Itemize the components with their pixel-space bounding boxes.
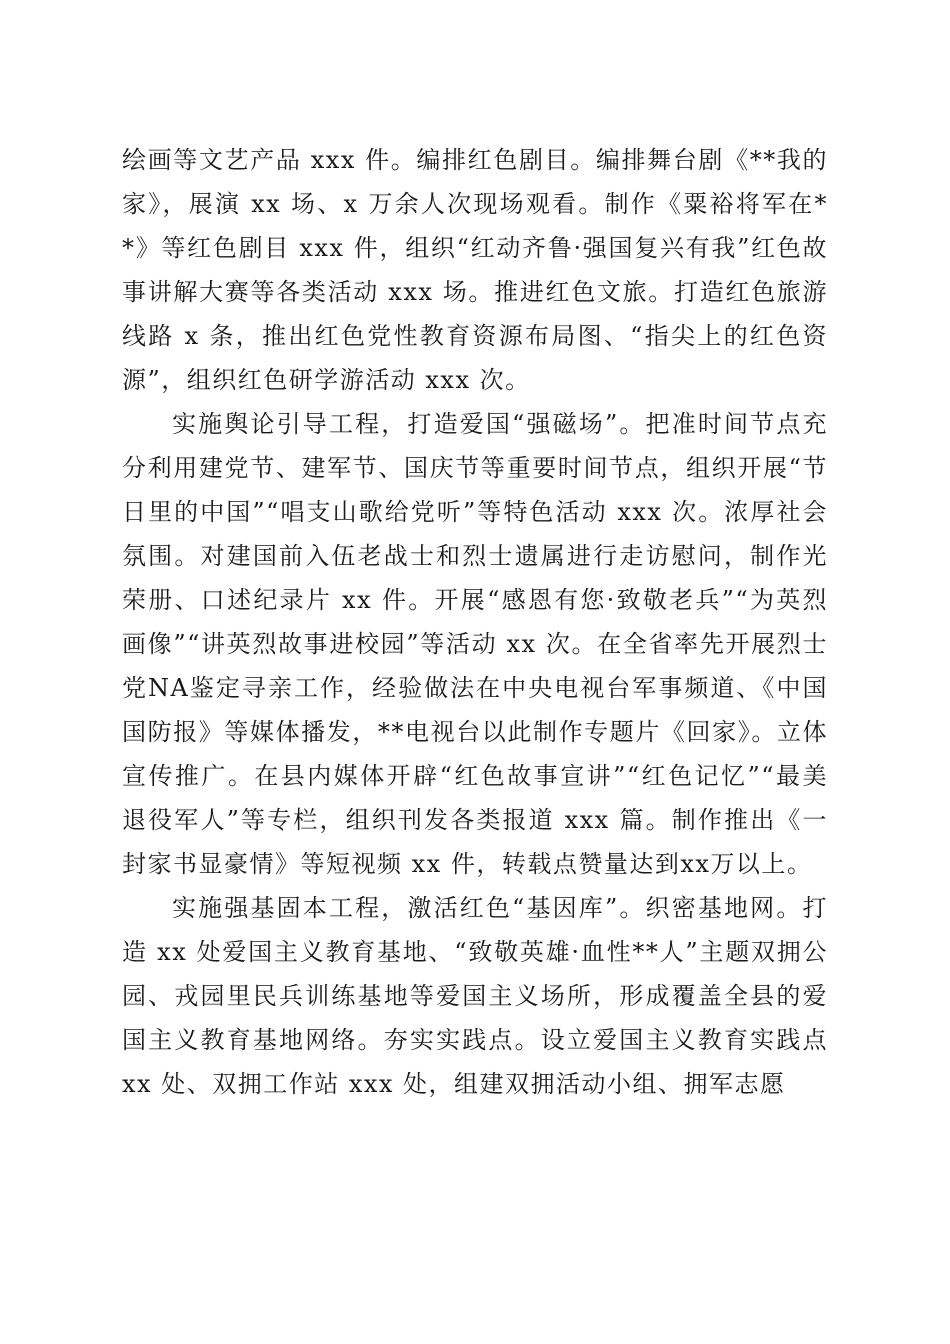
document-body bbox=[122, 138, 828, 1106]
paragraph-2: 实施舆论引导工程，打造爱国“强磁场”。把准时间节点充分利用建党节、建军节、国庆节等重要时间节点，组织开展“节日里的中国”“唱支山歌给党听”等特色活动 xxx 次。浓厚社会氛围。对建国前入伍老战士和烈士遗属进行走访慰问，制作光荣册、口述纪录片 xx 件。开展“感恩有您·致敬老兵”“为英烈画像”“讲英烈故事进校园”等活动 xx 次。在全省率先开展烈士党NA鉴定寻亲工作，经验做法在中央电视台军事频道、《中国国防报》等媒体播发，**电视台以此制作专题片《回家》。立体宣传推广。在县内媒体开辟“红色故事宣讲”“红色记忆”“最美退役军人”等专栏，组织刊发各类报道 xxx 篇。制作推出《一封家书显豪情》等短视频 xx 件，转载点赞量达到xx万以上。 bbox=[122, 410, 828, 878]
paragraph-3: 实施强基固本工程，激活红色“基因库”。织密基地网。打造 xx 处爱国主义教育基地、“致敬英雄·血性**人”主题双拥公园、戎园里民兵训练基地等爱国主义场所，形成覆盖全县的爱国主义教育基地网络。夯实实践点。设立爱国主义教育实践点 xx 处、双拥工作站 xxx 处，组建双拥活动小组、拥军志愿 bbox=[122, 894, 828, 1098]
paragraph-1: 绘画等文艺产品 xxx 件。编排红色剧目。编排舞台剧《**我的家》，展演 xx 场、x 万余人次现场观看。制作《粟裕将军在**》等红色剧目 xxx 件，组织“红动齐鲁·强国复兴有我”红色故事讲解大赛等各类活动 xxx 场。推进红色文旅。打造红色旅游线路 x 条，推出红色党性教育资源布局图、“指尖上的红色资源”，组织红色研学游活动 xxx 次。 bbox=[122, 146, 828, 394]
